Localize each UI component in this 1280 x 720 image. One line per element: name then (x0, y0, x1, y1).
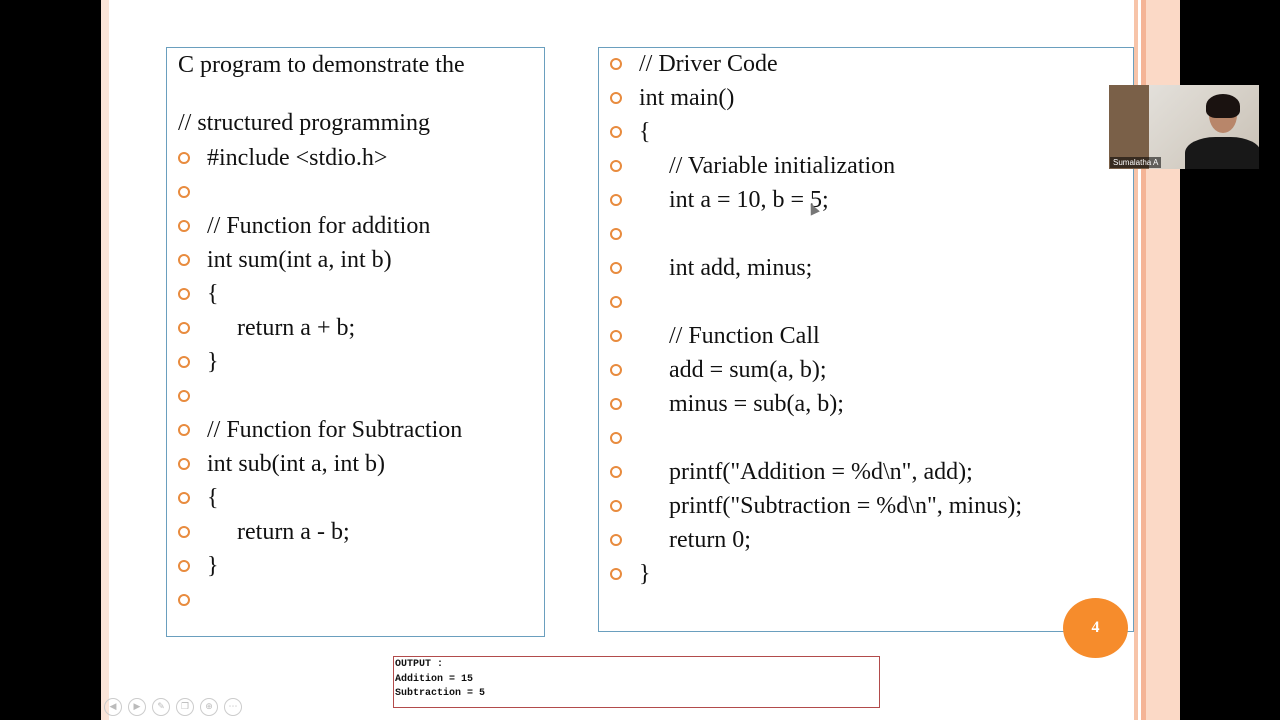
output-line: Subtraction = 5 (395, 688, 486, 699)
left-code-panel (166, 47, 545, 637)
more-icon[interactable]: ⋯ (224, 698, 242, 716)
bullet-icon (178, 186, 190, 198)
bullet-icon (610, 160, 622, 172)
code-line (178, 380, 207, 412)
slides-icon[interactable]: ❐ (176, 698, 194, 716)
bullet-icon (178, 254, 190, 266)
bullet-icon (610, 568, 622, 580)
code-line (610, 286, 639, 318)
code-line: // Function for Subtraction (178, 414, 462, 446)
code-line: } (610, 558, 651, 590)
bullet-icon (178, 594, 190, 606)
bullet-icon (178, 492, 190, 504)
code-line: } (178, 346, 219, 378)
code-line: printf("Subtraction = %d\n", minus); (610, 490, 1022, 522)
bullet-icon (610, 194, 622, 206)
participant-avatar (1201, 97, 1245, 157)
code-line: { (178, 278, 219, 310)
bullet-icon (178, 390, 190, 402)
bullet-icon (178, 220, 190, 232)
code-line (178, 176, 207, 208)
bullet-icon (610, 398, 622, 410)
bullet-icon (178, 560, 190, 572)
slide (101, 0, 1180, 720)
bullet-icon (610, 432, 622, 444)
code-line: // Function for addition (178, 210, 430, 242)
bullet-icon (610, 500, 622, 512)
slide-left-edge (101, 0, 109, 720)
output-line: Addition = 15 (395, 673, 474, 685)
code-line: add = sum(a, b); (610, 354, 827, 386)
bullet-icon (610, 466, 622, 478)
next-icon[interactable]: ▶ (128, 698, 146, 716)
output-title: OUTPUT : (395, 659, 444, 670)
code-line: int main() (610, 82, 734, 114)
bullet-icon (178, 458, 190, 470)
code-line: { (178, 482, 219, 514)
bullet-icon (610, 330, 622, 342)
bullet-icon (610, 296, 622, 308)
bullet-icon (178, 526, 190, 538)
bullet-icon (178, 152, 190, 164)
code-line (610, 422, 639, 454)
code-line: int sum(int a, int b) (178, 244, 392, 276)
code-line: // Driver Code (610, 48, 778, 80)
code-line: return a - b; (178, 516, 350, 548)
participant-video-tile[interactable] (1109, 85, 1259, 169)
bullet-icon (610, 58, 622, 70)
bullet-icon (610, 228, 622, 240)
bullet-icon (178, 424, 190, 436)
code-line: return 0; (610, 524, 751, 556)
code-line: int add, minus; (610, 252, 812, 284)
participant-name-label: Sumalatha A (1110, 157, 1161, 168)
code-line: { (610, 116, 651, 148)
code-line (610, 218, 639, 250)
right-code-panel (598, 47, 1134, 632)
panel-heading: C program to demonstrate the (178, 52, 465, 78)
bullet-icon (610, 534, 622, 546)
code-line (178, 584, 207, 616)
code-line: return a + b; (178, 312, 355, 344)
code-line: int a = 10, b = 5; (610, 184, 829, 216)
bullet-icon (178, 322, 190, 334)
bullet-icon (610, 262, 622, 274)
code-line: // Function Call (610, 320, 820, 352)
code-line: minus = sub(a, b); (610, 388, 844, 420)
slideshow-controls (104, 698, 242, 716)
bullet-icon (610, 92, 622, 104)
output-panel (393, 656, 880, 708)
bullet-icon (178, 288, 190, 300)
code-line: #include <stdio.h> (178, 142, 387, 174)
zoom-icon[interactable]: ⊕ (200, 698, 218, 716)
page-number-badge: 4 (1063, 598, 1128, 658)
panel-subheading: // structured programming (178, 110, 430, 136)
code-line: // Variable initialization (610, 150, 895, 182)
pen-icon[interactable]: ✎ (152, 698, 170, 716)
bullet-icon (610, 126, 622, 138)
code-line: int sub(int a, int b) (178, 448, 385, 480)
code-line: printf("Addition = %d\n", add); (610, 456, 973, 488)
previous-icon[interactable]: ◀ (104, 698, 122, 716)
bullet-icon (178, 356, 190, 368)
code-line: } (178, 550, 219, 582)
bullet-icon (610, 364, 622, 376)
